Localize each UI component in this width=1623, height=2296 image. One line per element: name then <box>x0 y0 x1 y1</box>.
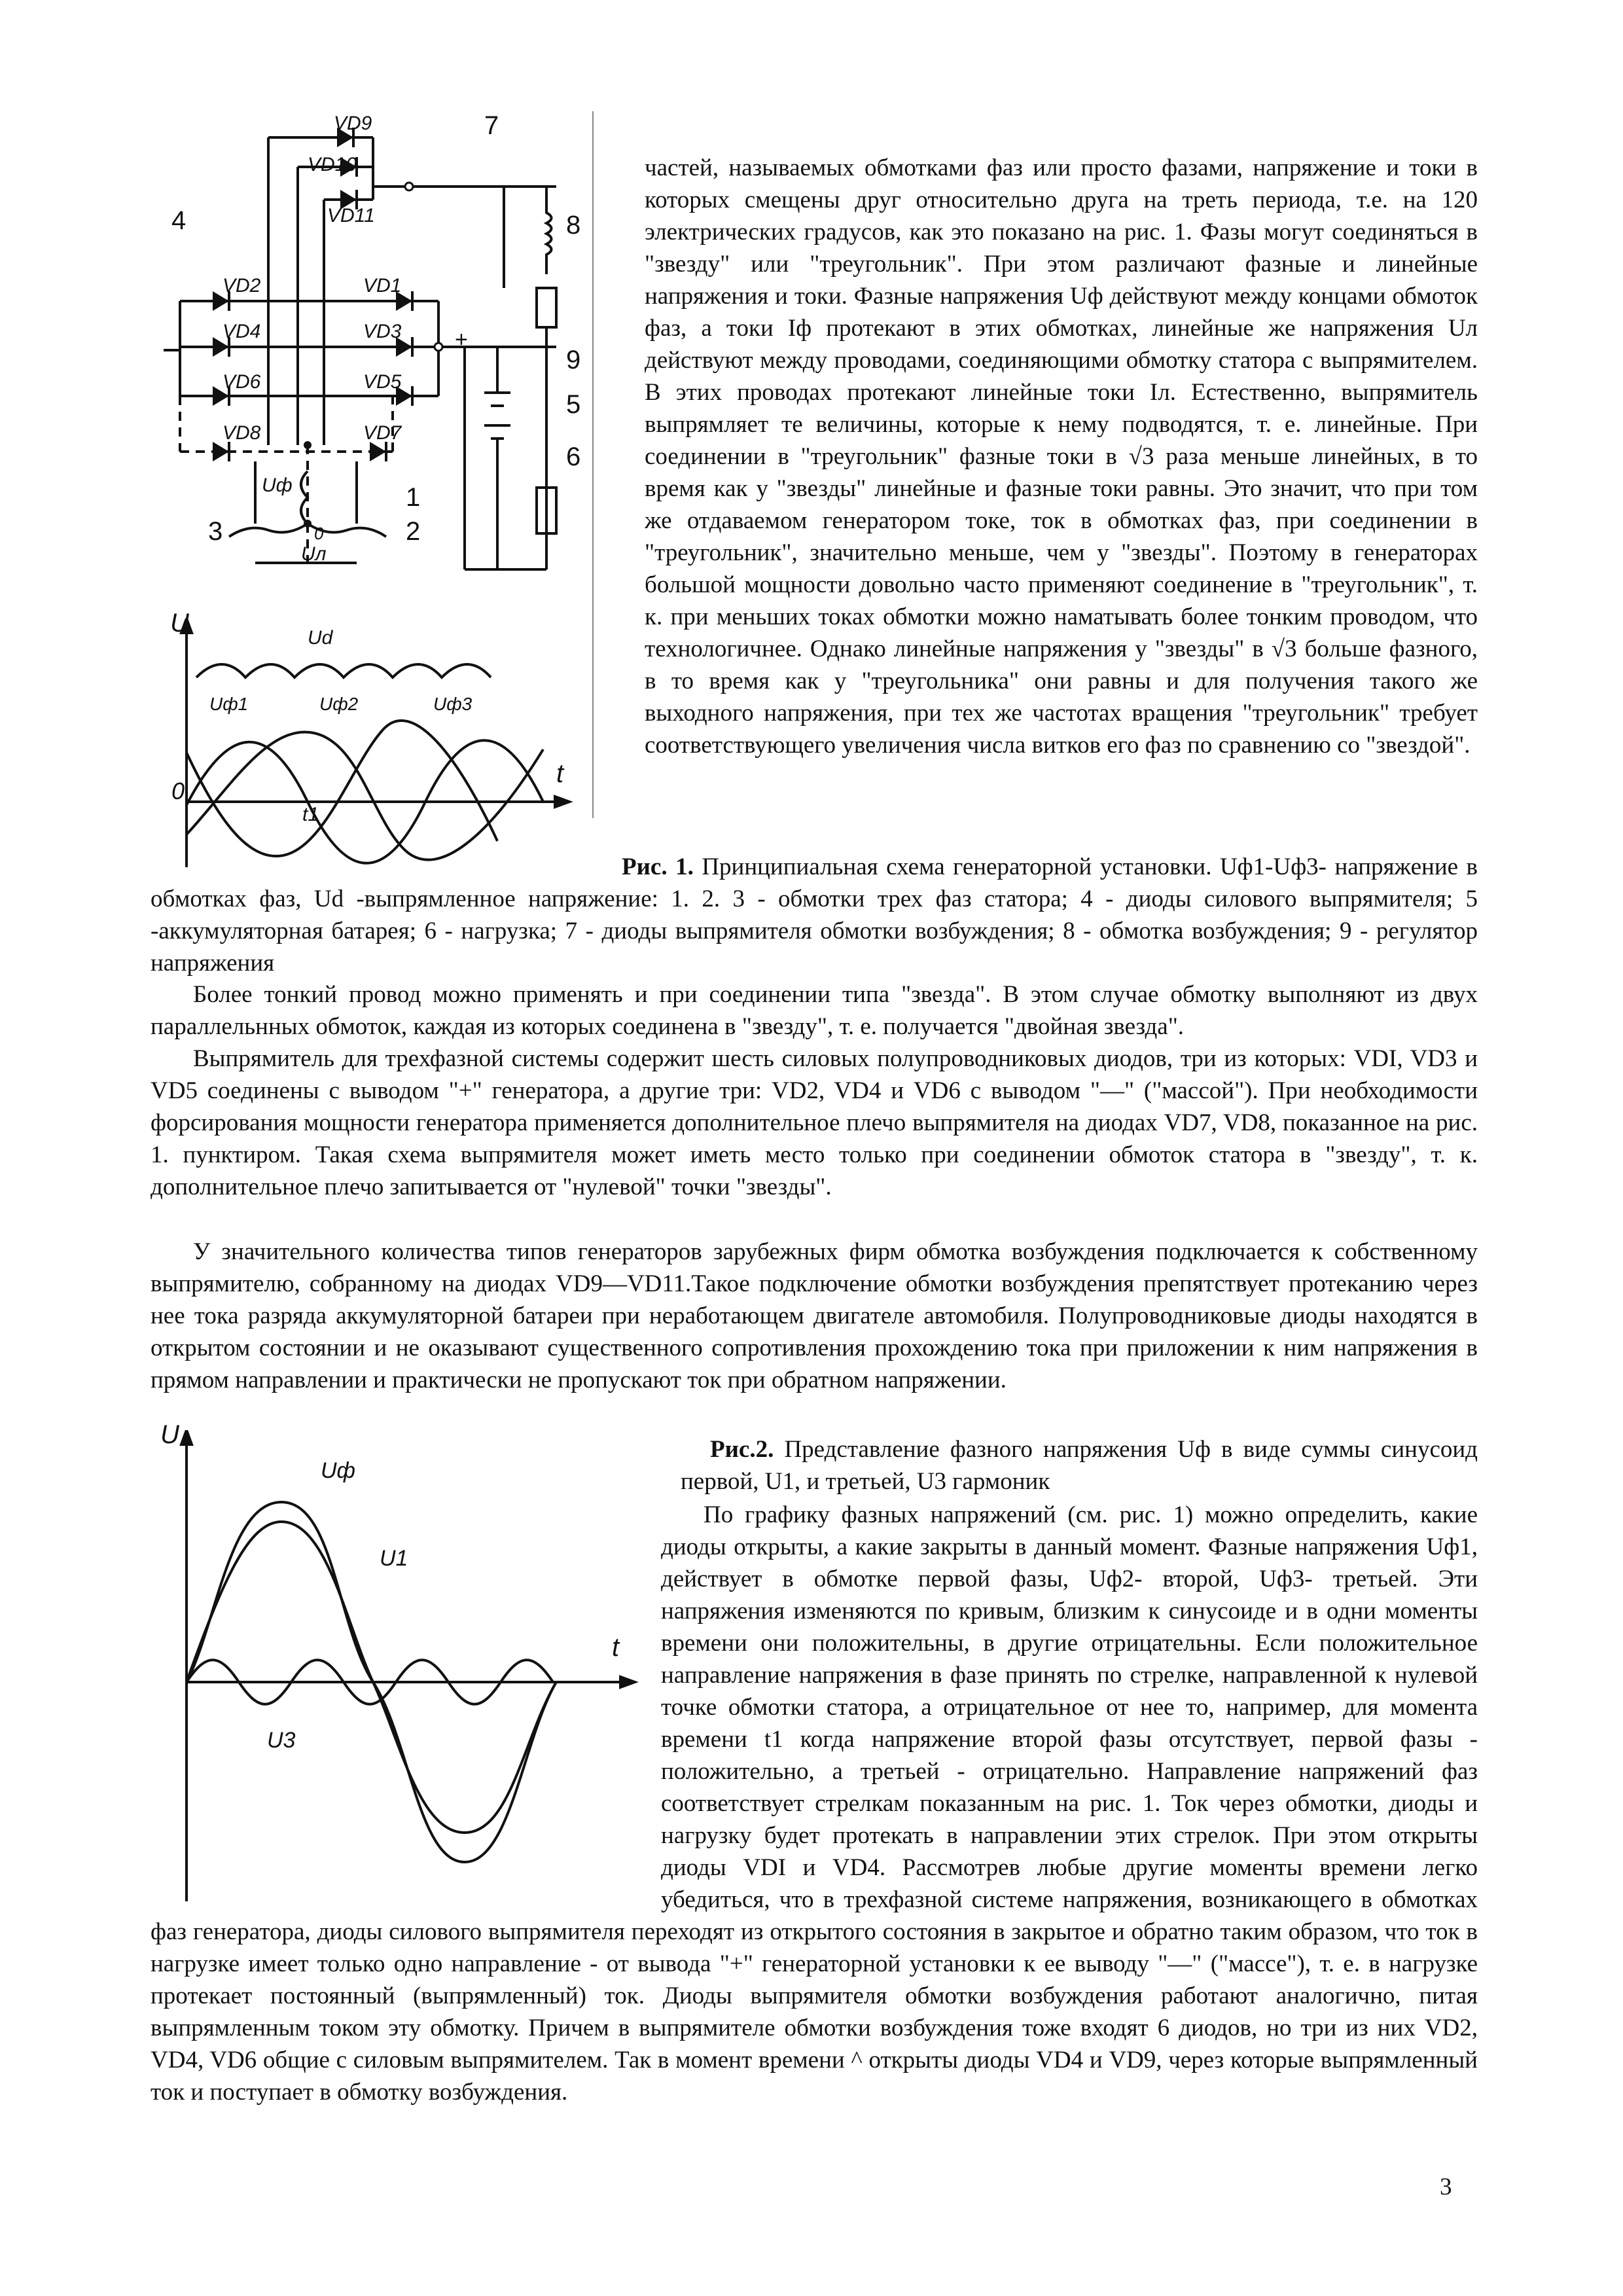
phase-3-curve <box>187 732 543 859</box>
callout-2: 2 <box>406 517 421 546</box>
figure-2-caption-label: Рис.2. <box>710 1436 774 1463</box>
fig1-u2-label: Uф2 <box>319 694 359 714</box>
label-vd10: VD10 <box>308 154 357 175</box>
callout-3: 3 <box>208 517 223 546</box>
column-divider <box>592 111 594 818</box>
label-vd2: VD2 <box>223 275 261 296</box>
callout-6: 6 <box>566 442 581 471</box>
fig1-t1-label: t1 <box>302 804 319 825</box>
figure-1-caption-label: Рис. 1. <box>622 853 694 880</box>
phase-2-curve <box>187 721 497 856</box>
callout-8: 8 <box>566 211 581 240</box>
callout-7: 7 <box>484 111 499 140</box>
fig2-uf-label: Uф <box>321 1458 355 1483</box>
label-vd4: VD4 <box>223 321 261 342</box>
fig2-u3-label: U3 <box>267 1728 296 1753</box>
paragraph-diode-operation-text: По графику фазных напряжений (см. рис. 1) можно определить, какие диоды открыты, а какие закрыты в данный момент. Фазные напряжения Uф1, действует в обмотке первой фазы, Uф2- второй, Uф3- третьей. Эти напряжения изменяются по кривым, близким к синусоиде и в одни моменты времени они положительны, в другие отрицательны. Если положительное направление напряжения в фазе принять по стрелке, направленной к нулевой точке обмотки статора, а отрицательное от нее то, например, для момента времени t1 когда напряжение второй фазы отсутствует, первой фазы - положительно, а третьей - отрицательно. Направление напряжений фаз соответствует стрелкам показанным на рис. 1. Ток через обмотки, диоды и нагрузку будет протекать в направлении этих стрелок. При этом открыты диоды VDI и VD4. Рассмотрев любые другие моменты времени легко убедиться, что в трехфазной системе напряжения, возникающего в обмотках фаз генератора, диоды силового выпрямителя переходят из открытого состояния в закрытое и обратно таким образом, что ток в нагрузке имеет только одно направление - от вывода "+" генераторной установки к ее выводу "—" ("массе"), т. е. в нагрузке протекает постоянный (выпрямленный) ток. Диоды выпрямителя обмотки возбуждения работают аналогично, питая выпрямленным током эту обмотку. Причем в выпрямителе обмотки возбуждения тоже входят 6 диодов, но три из них VD2, VD4, VD6 общие с силовым выпрямителем. Так в момент времени ^ открыты диоды VD4 и VD9, через которые выпрямленный ток и поступает в обмотку возбуждения. <box>151 1501 1478 2106</box>
fig2-axis-y: U <box>160 1420 179 1449</box>
label-vd6: VD6 <box>223 371 261 393</box>
page-number: 3 <box>1440 2174 1452 2200</box>
fig1-ud-label: Ud <box>308 627 333 649</box>
paragraph-double-star: Более тонкий провод можно применять и при соединении типа "звезда". В этом случае обмотку выполняют из двух параллельнных обмоток, каждая из которых соединена в "звезду", т. е. получается "двойная звезда". <box>151 981 1478 1040</box>
figure-1-graph <box>157 619 576 880</box>
label-line-voltage: Uл <box>301 543 327 565</box>
figure-1-caption-text: Принципиальная схема генераторной установки. Uф1-Uф3- напряжение в обмотках фаз, Ud -выпрямленное напряжение: 1. 2. 3 - обмотки трех фаз статора; 4 - диоды силового выпрямителя; 5 -аккумуляторная батарея; 6 - нагрузка; 7 - диоды выпрямителя обмотки возбуждения; 8 - обмотка возбуждения; 9 - регулятор напряжения <box>151 853 1478 977</box>
callout-9: 9 <box>566 346 581 374</box>
fig2-axis-x: t <box>612 1633 620 1662</box>
paragraph-phases: частей, называемых обмотками фаз или просто фазами, напряжение и токи в которых смещены друг относительно друга на треть периода, т.е. на 120 электрических градусов, как это показано на рис. 1. Фазы могут соединяться в "звезду" или "треугольник". При этом различают фазные и линейные напряжения и токи. Фазные напряжения Uф действуют между концами обмоток фаз, а токи Iф протекают в этих обмотках, линейные же напряжения Uл действуют между проводами, соединяющими обмотку статора с выпрямителем. В этих проводах протекают линейные токи Iл. Естественно, выпрямитель выпрямляет те величины, которые к нему подводятся, т. е. линейные. При соединении в "треугольник" фазные токи в √3 раза меньше линейных, в то время как у "звезды" линейные и фазные токи равны. Это значит, что при том же отдаваемом генератором токе, ток в обмотках фаз, при соединении в "треугольник", значительно меньше, чем у "звезды". Поэтому в генераторах большой мощности довольно часто применяют соединение в "треугольник", т. к. при меньших токах обмотки можно наматывать более тонким проводом, что технологичнее. Однако линейные напряжения у "звезды" в √3 больше фазного, в то время как у "треугольника" они равны и для получения такого же выходного напряжения, при тех же частотах вращения "треугольник" требует соответствующего увеличения числа витков его фаз по сравнению со "звездой". <box>645 154 1478 759</box>
paragraph-diode-operation <box>151 1499 1478 2108</box>
fig1-origin: 0 <box>171 778 185 804</box>
callout-5: 5 <box>566 390 581 419</box>
label-vd8: VD8 <box>223 422 261 444</box>
figure-2-caption <box>681 1433 1478 1498</box>
figure-2-caption-text: Представление фазного напряжения Uф в виде суммы синусоид первой, U1, и третьей, U3 гармоник <box>681 1436 1478 1495</box>
fig1-u3-label: Uф3 <box>433 694 473 714</box>
fig2-u1-label: U1 <box>380 1546 408 1571</box>
label-vd5: VD5 <box>363 371 402 393</box>
paragraph-field-rectifier: У значительного количества типов генераторов зарубежных фирм обмотка возбуждения подключается к собственному выпрямителю, собранному на диодах VD9—VD11.Такое подключение обмотки возбуждения препятствует протеканию через нее тока разряда аккумуляторной батареи при неработающем двигателе автомобиля. Полупроводниковые диоды находятся в открытом состоянии и не оказывают существенного сопротивления прохождению тока при приложении к ним напряжения в прямом направлении и практически не пропускают ток при обратном напряжении. <box>151 1238 1478 1393</box>
fig1-u1-label: Uф1 <box>209 694 249 714</box>
label-plus: + <box>455 327 468 352</box>
label-vd3: VD3 <box>363 321 402 342</box>
fig1-axis-x: t <box>556 759 564 788</box>
fig1-axis-y: U <box>170 609 189 637</box>
figure-1-schematic <box>157 105 602 589</box>
paragraph-rectifier: Выпрямитель для трехфазной системы содержит шесть силовых полупроводниковых диодов, три из которых: VDI, VD3 и VD5 соединены с выводом "+" генератора, а другие три: VD2, VD4 и VD6 с выводом "—" ("массой"). При необходимости форсирования мощности генератора применяется дополнительное плечо выпрямителя на диодах VD7, VD8, показанное на рис. 1. пунктиром. Такая схема выпрямителя может иметь место только при соединении обмоток статора в "звезду", т. к. дополнительное плечо запитывается от "нулевой" точки "звезды". <box>151 1045 1478 1200</box>
label-vd7: VD7 <box>363 422 402 444</box>
label-vd9: VD9 <box>334 113 372 134</box>
label-phase-voltage: Uф <box>262 475 293 496</box>
callout-1: 1 <box>406 483 421 512</box>
label-vd11: VD11 <box>327 205 375 226</box>
figure-1-caption <box>151 851 1478 979</box>
label-vd1: VD1 <box>363 275 402 296</box>
ud-ripple-curve <box>196 664 491 677</box>
label-neutral: 0 <box>314 524 324 543</box>
callout-4: 4 <box>171 206 187 235</box>
